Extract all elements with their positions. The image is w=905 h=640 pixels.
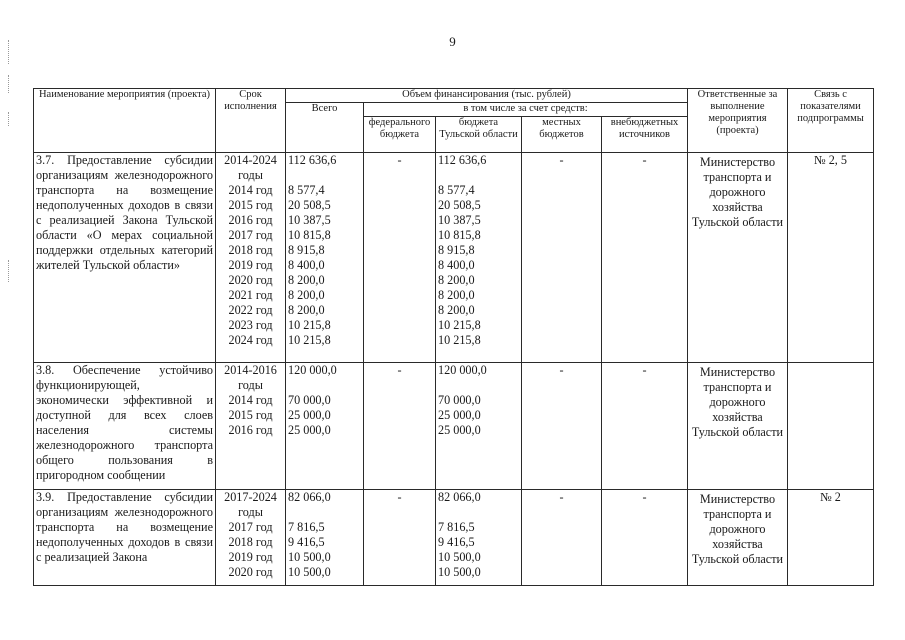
row-regional: [436, 153, 522, 363]
row-responsible: Министерство транспорта и дорожного хозяйства Тульской области: [688, 490, 788, 586]
year-regional: 8 200,0: [438, 288, 475, 302]
financing-table: [33, 88, 874, 586]
year-total: 70 000,0: [288, 393, 331, 407]
year-regional: 8 400,0: [438, 258, 475, 272]
year-regional: 10 387,5: [438, 213, 481, 227]
row-federal: -: [364, 363, 436, 490]
row-period: [216, 153, 286, 363]
year-total: 10 815,8: [288, 228, 331, 242]
year-label: 2014 год: [228, 183, 273, 197]
period-range: 2014-2024: [224, 153, 277, 167]
year-label: 2021 год: [228, 288, 273, 302]
year-regional: 10 215,8: [438, 318, 481, 332]
header-federal: федерального бюджета: [364, 117, 436, 153]
year-label: 2017 год: [228, 520, 273, 534]
row-period: [216, 363, 286, 490]
row-total: [286, 153, 364, 363]
year-label: 2019 год: [228, 258, 273, 272]
header-link: Связь с показателями подпрограммы: [788, 89, 874, 153]
header-name: Наименование мероприятия (проекта): [34, 89, 216, 153]
period-suffix: годы: [238, 505, 263, 519]
header-including: в том числе за счет средств:: [364, 103, 688, 117]
row-federal: -: [364, 490, 436, 586]
year-regional: 10 500,0: [438, 550, 481, 564]
period-suffix: годы: [238, 378, 263, 392]
year-regional: 10 215,8: [438, 333, 481, 347]
year-total: 8 200,0: [288, 288, 325, 302]
year-total: 25 000,0: [288, 408, 331, 422]
year-total: 10 215,8: [288, 333, 331, 347]
year-total: 8 915,8: [288, 243, 325, 257]
row-link: № 2, 5: [788, 153, 874, 363]
year-label: 2018 год: [228, 535, 273, 549]
year-total: 25 000,0: [288, 423, 331, 437]
row-name: 3.8. Обеспечение устойчиво функционирующей, экономически эффективной и доступной для всех слоев населения системы железнодорожного транспорта общего пользования в пригородном сообщении: [34, 363, 216, 490]
year-regional: 9 416,5: [438, 535, 475, 549]
year-total: 8 200,0: [288, 273, 325, 287]
header-extra: внебюджетных источников: [602, 117, 688, 153]
header-total: Всего: [286, 103, 364, 153]
year-total: 10 500,0: [288, 565, 331, 579]
year-regional: 10 815,8: [438, 228, 481, 242]
regional-total: 112 636,6: [438, 153, 487, 167]
year-label: 2017 год: [228, 228, 273, 242]
page-number: 9: [449, 34, 456, 49]
row-name: 3.7. Предоставление субсидии организациям железнодорожного транспорта на возмещение недополученных доходов в связи с реализацией Закона Тульской области «О мерах социальной поддержки отдельных категорий жителей Тульской области»: [34, 153, 216, 363]
row-local: -: [522, 153, 602, 363]
year-label: 2020 год: [228, 273, 273, 287]
row-period: [216, 490, 286, 586]
period-range: 2014-2016: [224, 363, 277, 377]
row-responsible: Министерство транспорта и дорожного хозяйства Тульской области: [688, 153, 788, 363]
year-label: 2016 год: [228, 423, 273, 437]
year-regional: 8 577,4: [438, 183, 475, 197]
scan-edge-mark: [8, 112, 9, 126]
year-regional: 7 816,5: [438, 520, 475, 534]
table-row: [34, 490, 874, 586]
scan-edge-mark: [8, 75, 9, 93]
period-range: 2017-2024: [224, 490, 277, 504]
regional-total: 82 066,0: [438, 490, 481, 504]
header-term: Срок исполнения: [216, 89, 286, 153]
header-local: местных бюджетов: [522, 117, 602, 153]
year-label: 2023 год: [228, 318, 273, 332]
year-regional: 8 200,0: [438, 303, 475, 317]
row-responsible: Министерство транспорта и дорожного хозяйства Тульской области: [688, 363, 788, 490]
year-total: 7 816,5: [288, 520, 325, 534]
year-label: 2018 год: [228, 243, 273, 257]
row-total: [286, 490, 364, 586]
total-value: 112 636,6: [288, 153, 337, 167]
row-extra: -: [602, 490, 688, 586]
year-label: 2014 год: [228, 393, 273, 407]
year-regional: 10 500,0: [438, 565, 481, 579]
year-regional: 8 915,8: [438, 243, 475, 257]
year-label: 2022 год: [228, 303, 273, 317]
header-regional: бюджета Тульской области: [436, 117, 522, 153]
row-federal: -: [364, 153, 436, 363]
row-link: № 2: [788, 490, 874, 586]
period-suffix: годы: [238, 168, 263, 182]
scan-edge-mark: [8, 40, 9, 64]
row-link: [788, 363, 874, 490]
year-total: 10 500,0: [288, 550, 331, 564]
year-regional: 8 200,0: [438, 273, 475, 287]
row-total: [286, 363, 364, 490]
year-total: 10 387,5: [288, 213, 331, 227]
year-total: 8 200,0: [288, 303, 325, 317]
year-regional: 20 508,5: [438, 198, 481, 212]
row-extra: -: [602, 363, 688, 490]
year-label: 2024 год: [228, 333, 273, 347]
total-value: 82 066,0: [288, 490, 331, 504]
year-total: 10 215,8: [288, 318, 331, 332]
header-funding: Объем финансирования (тыс. рублей): [286, 89, 688, 103]
row-regional: [436, 363, 522, 490]
regional-total: 120 000,0: [438, 363, 487, 377]
year-regional: 70 000,0: [438, 393, 481, 407]
table-row: [34, 363, 874, 490]
year-regional: 25 000,0: [438, 423, 481, 437]
year-label: 2016 год: [228, 213, 273, 227]
row-regional: [436, 490, 522, 586]
year-label: 2015 год: [228, 198, 273, 212]
header-responsible: Ответственные за выполнение мероприятия (проекта): [688, 89, 788, 153]
scan-edge-mark: [8, 260, 9, 282]
total-value: 120 000,0: [288, 363, 337, 377]
year-regional: 25 000,0: [438, 408, 481, 422]
row-local: -: [522, 363, 602, 490]
year-total: 8 400,0: [288, 258, 325, 272]
row-extra: -: [602, 153, 688, 363]
year-total: 8 577,4: [288, 183, 325, 197]
row-local: -: [522, 490, 602, 586]
year-label: 2019 год: [228, 550, 273, 564]
year-label: 2015 год: [228, 408, 273, 422]
year-label: 2020 год: [228, 565, 273, 579]
year-total: 20 508,5: [288, 198, 331, 212]
table-row: [34, 153, 874, 363]
row-name: 3.9. Предоставление субсидии организациям железнодорожного транспорта на возмещение недополученных доходов в связи с реализацией Закона: [34, 490, 216, 586]
year-total: 9 416,5: [288, 535, 325, 549]
